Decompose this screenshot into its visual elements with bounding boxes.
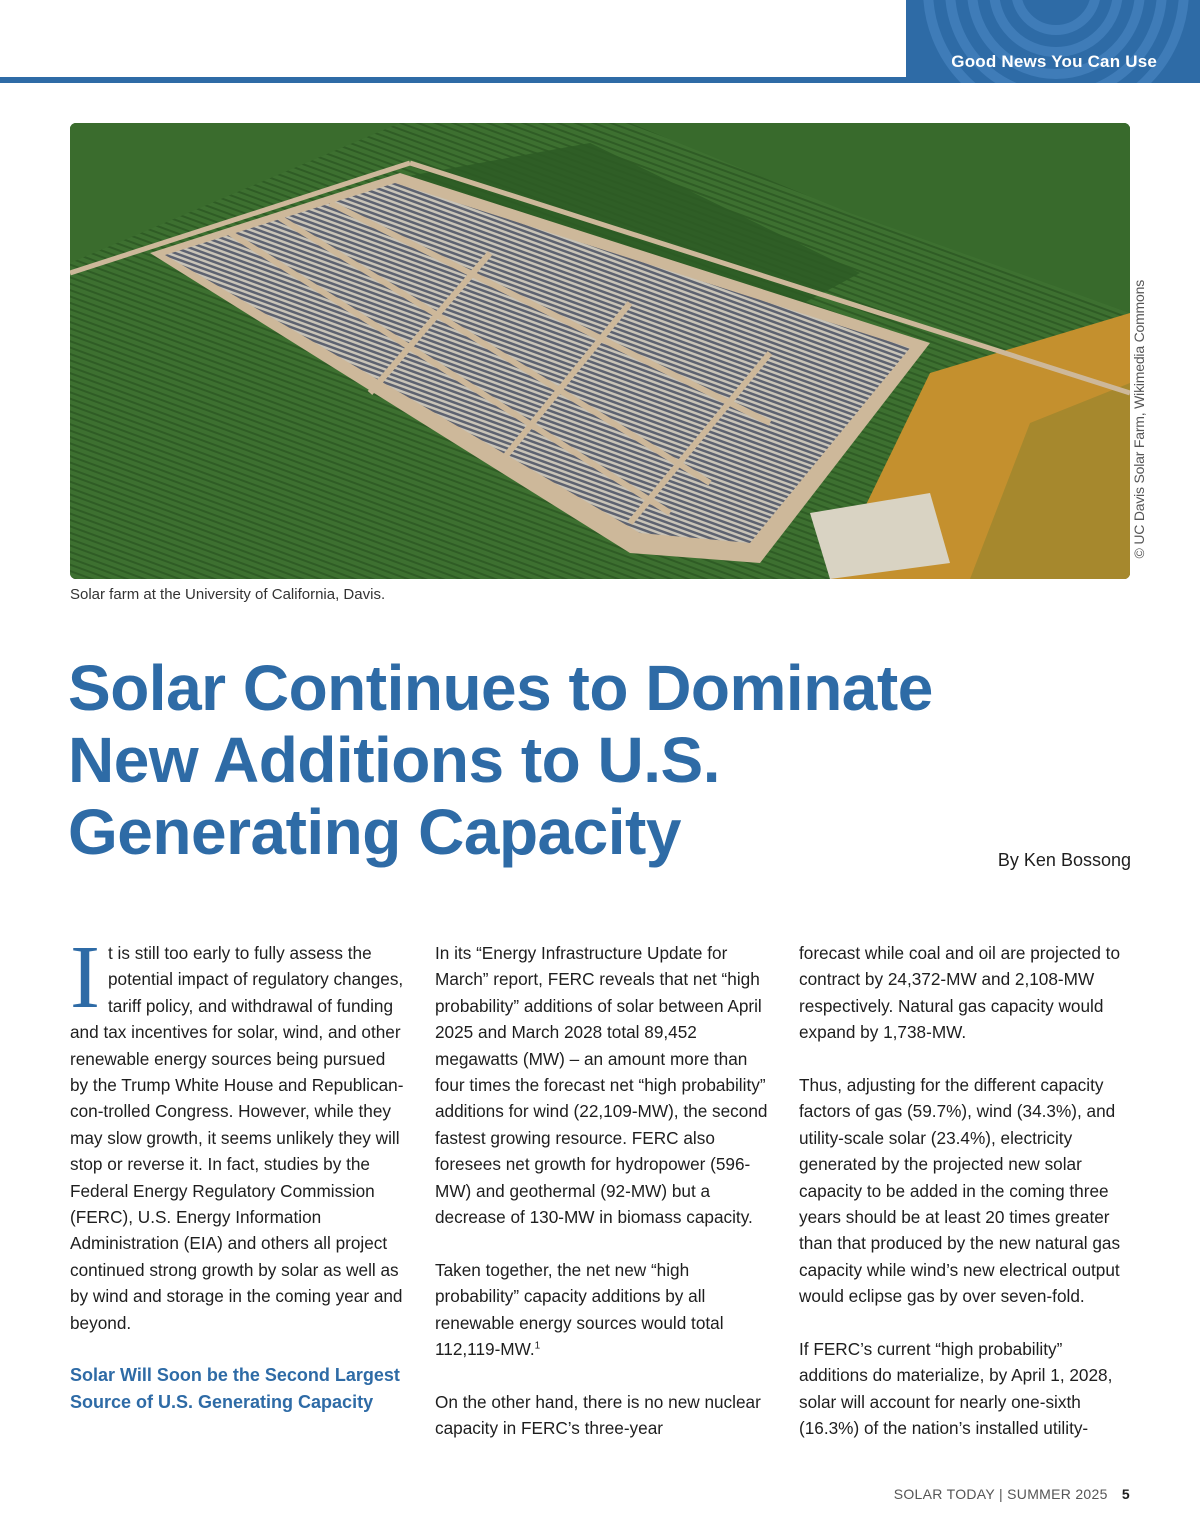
dropcap: I <box>70 928 100 1027</box>
paragraph: On the other hand, there is no new nuclear capacity in FERC’s three-year <box>435 1391 761 1439</box>
publication-name: SOLAR TODAY <box>893 1486 995 1502</box>
photo-caption: Solar farm at the University of California, Davis. <box>70 586 386 603</box>
issue-label: SUMMER 2025 <box>1007 1486 1108 1502</box>
article-column-2 <box>435 940 770 1468</box>
paragraph: Thus, adjusting for the different capacity factors of gas (59.7%), wind (34.3%), and utility-scale solar (23.4%), electricity generated by the projected new solar capacity to be added in the coming three years should be at least 20 times greater than that produced by the new natural gas capacity while wind’s new electrical output would eclipse gas by over seven-fold. <box>799 1075 1121 1307</box>
section-label: Good News You Can Use <box>951 52 1157 71</box>
solar-farm-photo <box>70 123 1130 579</box>
byline: By Ken Bossong <box>997 850 1131 870</box>
paragraph: forecast while coal and oil are projected to contract by 24,372-MW and 2,108-MW respectively. Natural gas capacity would expand by 1,738-MW. <box>799 943 1121 1043</box>
article-column-1 <box>70 928 405 1415</box>
footnote-ref: 1 <box>534 1340 541 1352</box>
header-rule <box>0 77 906 83</box>
headline-line-1: Solar Continues to Dominate <box>68 652 933 724</box>
paragraph-text: t is still too early to fully assess the potential impact of regulatory changes, tariff policy, and withdrawal of funding and tax incentives for solar, wind, and other renewable energy sources being pursued by the Trump White House and Republican-con-trolled Congress. However, while they may slow growth, it seems unlikely they will stop or reverse it. In fact, studies by the Federal Energy Regulatory Commission (FERC), U.S. Energy Information Administration (EIA) and others all project continued strong growth by solar as well as by wind and storage in the coming year and beyond. <box>70 943 404 1333</box>
paragraph: If FERC’s current “high probability” additions do materialize, by April 1, 2028, solar will account for nearly one-sixth (16.3%) of the nation’s installed utility- <box>799 1339 1113 1439</box>
footer-separator: | <box>999 1486 1003 1502</box>
subheading: Solar Will Soon be the Second Largest Source of U.S. Generating Capacity <box>70 1365 400 1412</box>
article-column-3 <box>799 940 1134 1468</box>
paragraph: In its “Energy Infrastructure Update for March” report, FERC reveals that net “high probability” additions of solar between April 2025 and March 2028 total 89,452 megawatts (MW) – an amount more than four times the forecast net “high probability” additions for wind (22,109-MW), the second fastest growing resource. FERC also foresees net growth for hydropower (596-MW) and geothermal (92-MW) but a decrease of 130-MW in biomass capacity. <box>435 943 768 1228</box>
paragraph-text: Taken together, the net new “high probability” capacity additions by all renewable energy sources would total 112,119-MW. <box>435 1259 724 1360</box>
page-number: 5 <box>1121 1486 1130 1502</box>
headline <box>68 652 1128 868</box>
paragraph <box>70 928 405 1336</box>
headline-line-3: Generating Capacity <box>68 796 681 868</box>
page-footer <box>894 1486 1130 1502</box>
headline-line-2: New Additions to U.S. <box>68 724 720 796</box>
photo-credit: © UC Davis Solar Farm, Wikimedia Commons <box>1131 280 1147 559</box>
paragraph <box>435 1257 770 1363</box>
section-tab <box>906 0 1200 83</box>
